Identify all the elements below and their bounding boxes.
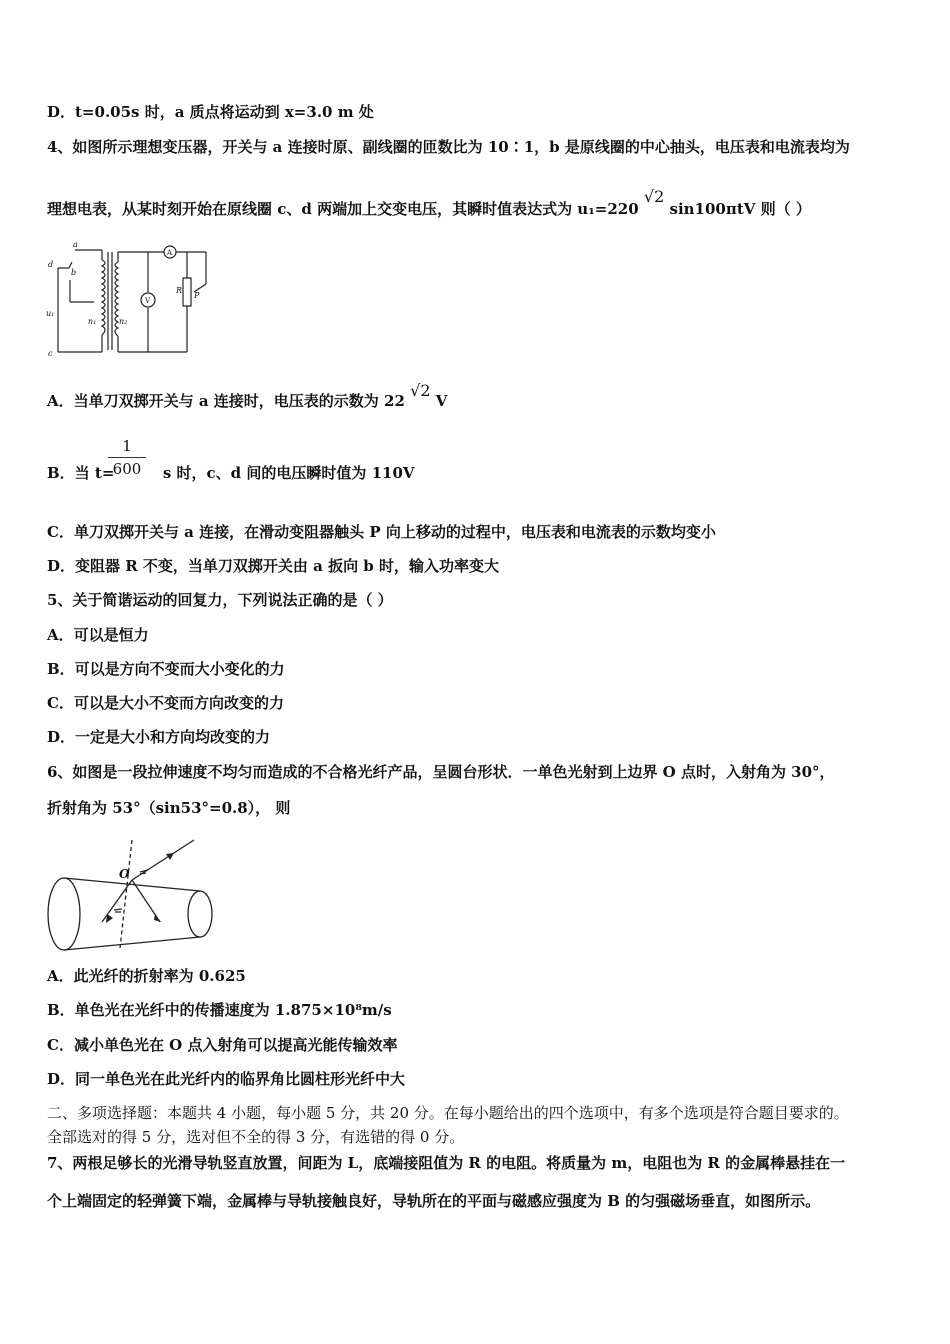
q3-option-d: D．t=0.05s 时，a 质点将运动到 x=3.0 m 处 [47,103,374,121]
q4-stem-line2-b: sin100πtV 则（ ） [669,200,811,218]
q4-stem-line2-a: 理想电表，从某时刻开始在原线圈 c、d 两端加上交变电压，其瞬时值表达式为 u₁=220 [47,200,639,218]
section2-line2: 全部选对的得 5 分，选对但不全的得 3 分，有选错的得 0 分。 [47,1128,465,1146]
label-P: P [194,291,200,300]
transformer-circuit-figure [44,240,214,358]
q6-option-d: D．同一单色光在此光纤内的临界角比圆柱形光纤中大 [47,1070,406,1088]
fraction-denominator: 600 [112,460,142,478]
q6-option-a: A．此光纤的折射率为 0.625 [47,967,246,985]
q5-option-a: A．可以是恒力 [47,626,149,644]
q4-stem-line2 [47,187,811,219]
voltmeter-icon: V [145,297,151,305]
fraction-numerator: 1 [122,437,132,455]
q4-option-b-text: B．当 t= [47,464,115,482]
label-n2: n₂ [119,317,128,326]
q7-line1: 7、两根足够长的光滑导轨竖直放置，间距为 L，底端接阻值为 R 的电阻。将质量为 m，电阻也为 R 的金属棒悬挂在一 [47,1154,846,1172]
q7-line2: 个上端固定的轻弹簧下端，金属棒与导轨接触良好，导轨所在的平面与磁感应强度为 B 的匀强磁场垂直，如图所示。 [47,1192,821,1210]
q5-option-d: D．一定是大小和方向均改变的力 [47,728,271,746]
label-O: O [119,867,130,881]
fraction-1-600 [108,437,146,478]
label-a: a [73,240,78,249]
sqrt2-symbol: √2 [643,187,665,206]
label-c: c [48,349,53,358]
label-b: b [71,268,77,277]
label-n1: n₁ [88,317,97,326]
q4-option-c: C．单刀双掷开关与 a 连接，在滑动变阻器触头 P 向上移动的过程中，电压表和电流表的示数均变小 [47,523,716,541]
q4-option-b-tail: s 时，c、d 间的电压瞬时值为 110V [162,464,415,482]
label-R: R [176,286,183,295]
label-d: d [48,260,54,269]
ammeter-icon: A [167,249,173,257]
q6-option-b: B．单色光在光纤中的传播速度为 1.875×10⁸m/s [47,1001,392,1019]
q4-option-a [47,381,448,411]
q6-stem-line2: 折射角为 53°（sin53°=0.8）， 则 [47,799,291,817]
q5-stem: 5、关于简谐运动的回复力，下列说法正确的是（ ） [47,591,393,609]
q6-stem-line1: 6、如图是一段拉伸速度不均匀而造成的不合格光纤产品，呈圆台形状．一单色光射到上边界 O 点时，入射角为 30°， [47,763,835,781]
q4-stem-line1: 4、如图所示理想变压器，开关与 a 连接时原、副线圈的匝数比为 10∶1，b 是原线圈的中心抽头，电压表和电流表均为 [47,138,850,156]
q4-option-a-text: A．当单刀双掷开关与 a 连接时，电压表的示数为 22 [47,392,405,410]
q5-option-c: C．可以是大小不变而方向改变的力 [47,694,284,712]
q5-option-b: B．可以是方向不变而大小变化的力 [47,660,285,678]
q6-option-c: C．减小单色光在 O 点入射角可以提高光能传输效率 [47,1036,398,1054]
q4-option-b [47,463,415,483]
optical-fiber-figure [44,836,224,956]
q4-option-d: D．变阻器 R 不变，当单刀双掷开关由 a 扳向 b 时，输入功率变大 [47,557,500,575]
q4-option-a-unit: V [435,392,448,410]
sqrt2-symbol: √2 [410,381,431,400]
label-u1: u₁ [46,309,55,318]
section2-line1: 二、多项选择题：本题共 4 小题，每小题 5 分，共 20 分。在每小题给出的四个选项中，有多个选项是符合题目要求的。 [47,1104,849,1122]
